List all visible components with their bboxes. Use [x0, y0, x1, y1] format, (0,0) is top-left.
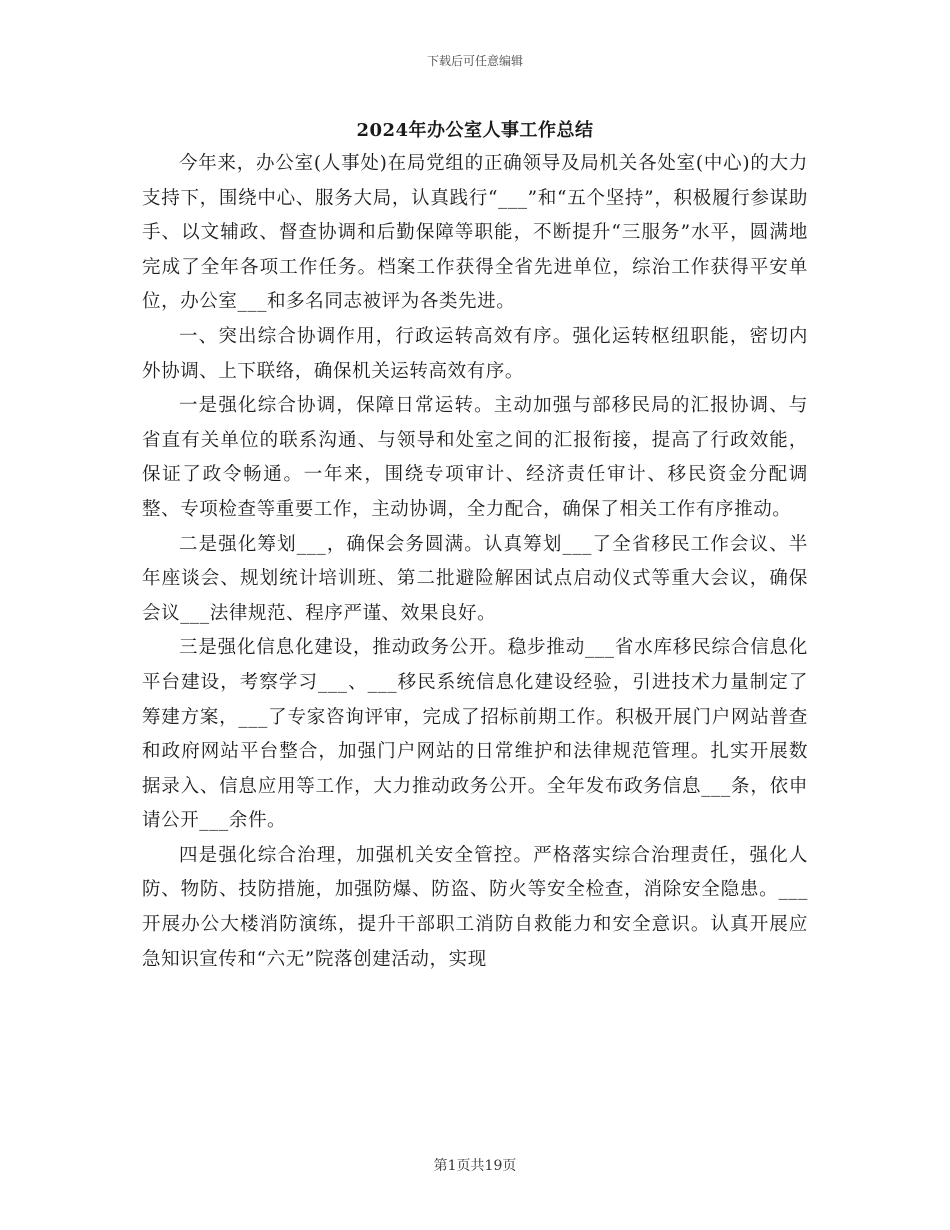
- paragraph-section-1: 一、突出综合协调作用，行政运转高效有序。强化运转枢纽职能，密切内外协调、上下联络，确保机关运转高效有序。: [142, 325, 808, 382]
- header-note: 下载后可任意编辑: [426, 54, 523, 68]
- paragraph-item-2: 二是强化筹划___，确保会务圆满。认真筹划___了全省移民工作会议、半年座谈会、规划统计培训班、第二批避险解困试点启动仪式等重大会议，确保会议___法律规范、程序严谨、效果良好。: [142, 533, 808, 624]
- document-body: [142, 147, 808, 977]
- paragraph-item-3: 三是强化信息化建设，推动政务公开。稳步推动___省水库移民综合信息化平台建设，考察学习___、___移民系统信息化建设经验，引进技术力量制定了筹建方案，___了专家咨询评审，完成了招标前期工作。积极开展门户网站普查和政府网站平台整合，加强门户网站的日常维护和法律规范管理。扎实开展数据录入、信息应用等工作，大力推动政务公开。全年发布政务信息___条，依申请公开___余件。: [142, 637, 808, 832]
- paragraph-item-1: 一是强化综合协调，保障日常运转。主动加强与部移民局的汇报协调、与省直有关单位的联系沟通、与领导和处室之间的汇报衔接，提高了行政效能，保证了政令畅通。一年来，围绕专项审计、经济责任审计、移民资金分配调整、专项检查等重要工作，主动协调，全力配合，确保了相关工作有序推动。: [142, 395, 808, 520]
- paragraph-item-4: 四是强化综合治理，加强机关安全管控。严格落实综合治理责任，强化人防、物防、技防措施，加强防爆、防盗、防火等安全检查，消除安全隐患。___开展办公大楼消防演练，提升干部职工消防自救能力和安全意识。认真开展应急知识宣传和“六无”院落创建活动，实现: [142, 844, 808, 970]
- page-footer: 第1页共19页: [433, 1158, 517, 1174]
- paragraph-intro: 今年来，办公室(人事处)在局党组的正确领导及局机关各处室(中心)的大力支持下，围绕中心、服务大局，认真践行“___”和“五个坚持”，积极履行参谋助手、以文辅政、督查协调和后勤保障等职能，不断提升“三服务”水平，圆满地完成了全年各项工作任务。档案工作获得全省先进单位，综治工作获得平安单位，办公室___和多名同志被评为各类先进。: [142, 153, 808, 313]
- document-title: 2024年办公室人事工作总结: [356, 120, 594, 141]
